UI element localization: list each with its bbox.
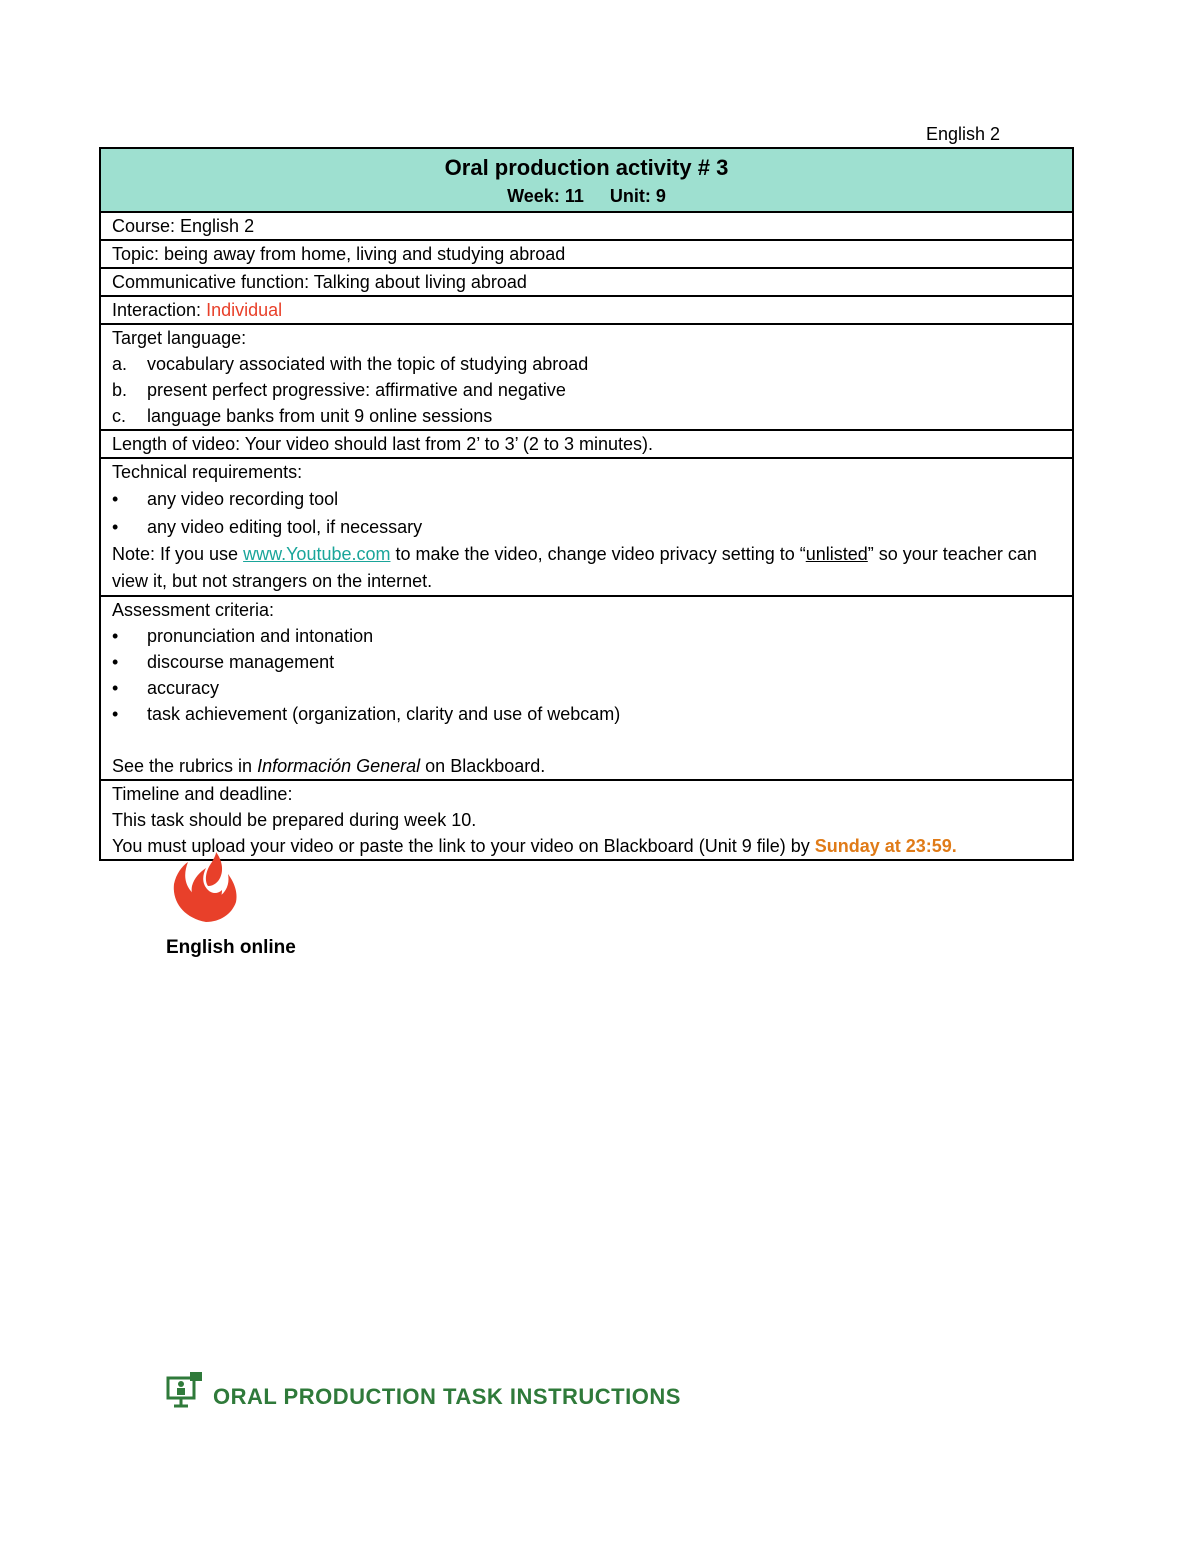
- list-marker: b.: [112, 380, 128, 400]
- timeline-line2-text: You must upload your video or paste the link to your video on Blackboard (Unit 9 file) by: [112, 836, 815, 856]
- target-language-heading: Target language:: [112, 328, 247, 348]
- interaction-label: Interaction:: [112, 300, 207, 320]
- week-unit: [112, 183, 1061, 209]
- list-item: [112, 485, 1061, 513]
- topic-row: [101, 241, 1072, 269]
- timeline-line2: [112, 833, 1061, 859]
- list-text: pronunciation and intonation: [147, 626, 374, 646]
- length-text: Length of video: Your video should last from 2’ to 3’ (2 to 3 minutes).: [112, 434, 653, 454]
- rubric-italic: Información General: [257, 756, 421, 776]
- list-text: accuracy: [147, 678, 220, 698]
- list-item: [112, 701, 1061, 727]
- footer-title: ORAL PRODUCTION TASK INSTRUCTIONS: [213, 1384, 681, 1409]
- bullet-icon: •: [112, 626, 119, 646]
- list-marker: c.: [112, 406, 127, 426]
- technical-note: [112, 541, 1061, 595]
- list-text: language banks from unit 9 online sessions: [147, 406, 493, 426]
- timeline-row: [101, 781, 1072, 859]
- youtube-link[interactable]: www.Youtube.com: [243, 544, 391, 564]
- week-label: Week: 11: [507, 186, 584, 206]
- list-text: present perfect progressive: affirmative and negative: [147, 380, 566, 400]
- bullet-icon: •: [112, 704, 119, 724]
- interaction-row: [101, 297, 1072, 325]
- rubrics-note: [112, 753, 1061, 779]
- list-item: [112, 377, 1061, 403]
- target-language-row: [101, 325, 1072, 431]
- logo-caption: English online: [166, 937, 296, 958]
- assessment-heading: Assessment criteria:: [112, 600, 275, 620]
- list-item: [112, 649, 1061, 675]
- task-card: [99, 147, 1074, 861]
- bullet-icon: •: [112, 652, 119, 672]
- length-row: [101, 431, 1072, 459]
- bullet-icon: •: [112, 678, 119, 698]
- unlisted-text: unlisted: [805, 544, 868, 564]
- technical-heading: Technical requirements:: [112, 462, 303, 482]
- list-text: vocabulary associated with the topic of studying abroad: [147, 354, 589, 374]
- card-title: Oral production activity # 3: [444, 155, 729, 180]
- list-text: any video editing tool, if necessary: [147, 517, 423, 537]
- bullet-icon: •: [112, 489, 119, 509]
- rubric-suffix: on Blackboard.: [420, 756, 546, 776]
- note-mid: to make the video, change video privacy setting to “: [390, 544, 806, 564]
- function-row: [101, 269, 1072, 297]
- interaction-value: Individual: [206, 300, 283, 320]
- upc-flame-logo-icon: [170, 852, 242, 924]
- course-text: Course: English 2: [112, 216, 255, 236]
- presentation-board-icon: [166, 1370, 204, 1408]
- assessment-row: [101, 597, 1072, 781]
- note-prefix: Note: If you use: [112, 544, 244, 564]
- list-text: any video recording tool: [147, 489, 339, 509]
- rubric-prefix: See the rubrics in: [112, 756, 258, 776]
- card-title-row: [101, 149, 1072, 213]
- topic-text: Topic: being away from home, living and studying abroad: [112, 244, 566, 264]
- list-item: [112, 513, 1061, 541]
- course-row: [101, 213, 1072, 241]
- list-item: [112, 403, 1061, 429]
- course-label: English 2: [926, 124, 1001, 144]
- list-item: [112, 351, 1061, 377]
- note-suffix: ” so your teacher can view it, but not strangers on the internet.: [112, 544, 1037, 591]
- unit-label: Unit: 9: [609, 186, 666, 206]
- bullet-icon: •: [112, 517, 119, 537]
- list-marker: a.: [112, 354, 128, 374]
- technical-row: [101, 459, 1072, 597]
- list-text: task achievement (organization, clarity and use of webcam): [147, 704, 621, 724]
- list-item: [112, 675, 1061, 701]
- timeline-heading: Timeline and deadline:: [112, 784, 293, 804]
- list-text: discourse management: [147, 652, 335, 672]
- timeline-line1: This task should be prepared during week 10.: [112, 810, 477, 830]
- deadline-text: Sunday at 23:59.: [814, 836, 957, 856]
- list-item: [112, 623, 1061, 649]
- function-text: Communicative function: Talking about living abroad: [112, 272, 527, 292]
